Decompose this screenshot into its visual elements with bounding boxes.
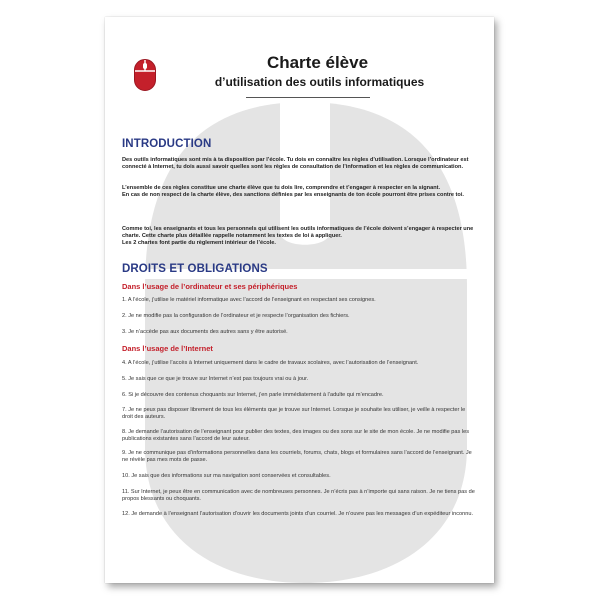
rule-item-7: 7. Je ne peux pas disposer librement de tous les éléments que je trouve sur Internet. Lorsque je souhaite les utiliser, je veille à respecter le droit des auteurs.	[122, 407, 466, 420]
internet-usage-heading: Dans l’usage de l’Internet	[122, 344, 213, 353]
rule-item-6: 6. Si je découvre des contenus choquants sur Internet, j’en parle immédiatement à l’adulte qui m’encadre.	[122, 392, 384, 398]
rule-item-12: 12. Je demande à l’enseignant l’autorisation d’ouvrir les documents joints d’un courriel. Je n’ouvre pas les messages d’un expéditeur inconnu.	[122, 511, 474, 517]
rule-item-2: 2. Je ne modifie pas la configuration de l’ordinateur et je respecte l’organisation des fichiers.	[122, 313, 350, 319]
introduction-heading: INTRODUCTION	[122, 138, 212, 150]
document-title: Charte élève	[266, 53, 369, 72]
rule-item-5: 5. Je sais que ce que je trouve sur Internet n’est pas toujours vrai ou à jour.	[122, 376, 309, 382]
document-subtitle: d’utilisation des outils informatiques	[214, 75, 425, 89]
computer-usage-heading: Dans l’usage de l’ordinateur et ses périphériques	[122, 282, 298, 291]
intro-paragraph-1: Des outils informatiques sont mis à ta disposition par l’école. Tu dois en connaître les règles d’utilisation. Lorsque l’ordinateur est connecté à Internet, tu dois aussi savoir quelles sont les règles de consultation de l’information et les règles de communication.	[122, 157, 469, 170]
rule-item-1: 1. A l’école, j’utilise le matériel informatique avec l’accord de l’enseignant en respectant ses consignes.	[122, 297, 376, 303]
rule-item-8: 8. Je demande l’autorisation de l’enseignant pour publier des textes, des images ou des sons sur le site de mon école. Je ne modifie pas les publications existantes sans l’accord de leur auteur.	[122, 429, 470, 442]
rule-item-9: 9. Je ne communique pas d’informations personnelles dans les courriels, forums, chats, blogs et formulaires sans l’accord de l’enseignant. Je ne révèle pas mes mots de passe.	[122, 450, 472, 463]
intro-paragraph-3: Comme toi, les enseignants et tous les personnels qui utilisent les outils informatiques de l’école doivent s’engager à respecter une charte. Cette charte plus détaillée rappelle notamment les textes de loi à appliquer. Les 2 chartes font partie du règlement intérieur de l’école.	[122, 226, 474, 246]
intro-paragraph-2: L’ensemble de ces règles constitue une charte élève que tu dois lire, comprendre et t’engager à respecter en la signant. En cas de non respect de la charte élève, des sanctions définies par les enseignants de ton école pourront être prises contre toi.	[122, 185, 464, 198]
rule-item-4: 4. A l’école, j’utilise l’accès à Internet uniquement dans le cadre de travaux scolaires, avec l’autorisation de l’enseignant.	[122, 360, 419, 366]
rule-item-3: 3. Je n’accède pas aux documents des autres sans y être autorisé.	[122, 329, 288, 335]
rule-item-10: 10. Je sais que des informations sur ma navigation sont conservées et consultables.	[122, 473, 331, 479]
rights-heading: DROITS ET OBLIGATIONS	[122, 263, 268, 275]
rule-item-11: 11. Sur Internet, je peux être en communication avec de nombreuses personnes. Je n’écris pas à n’importe qui sans raison. Je ne tiens pas de propos blessants ou choquants.	[122, 489, 475, 502]
document-page	[105, 17, 494, 583]
title-divider	[246, 97, 370, 98]
